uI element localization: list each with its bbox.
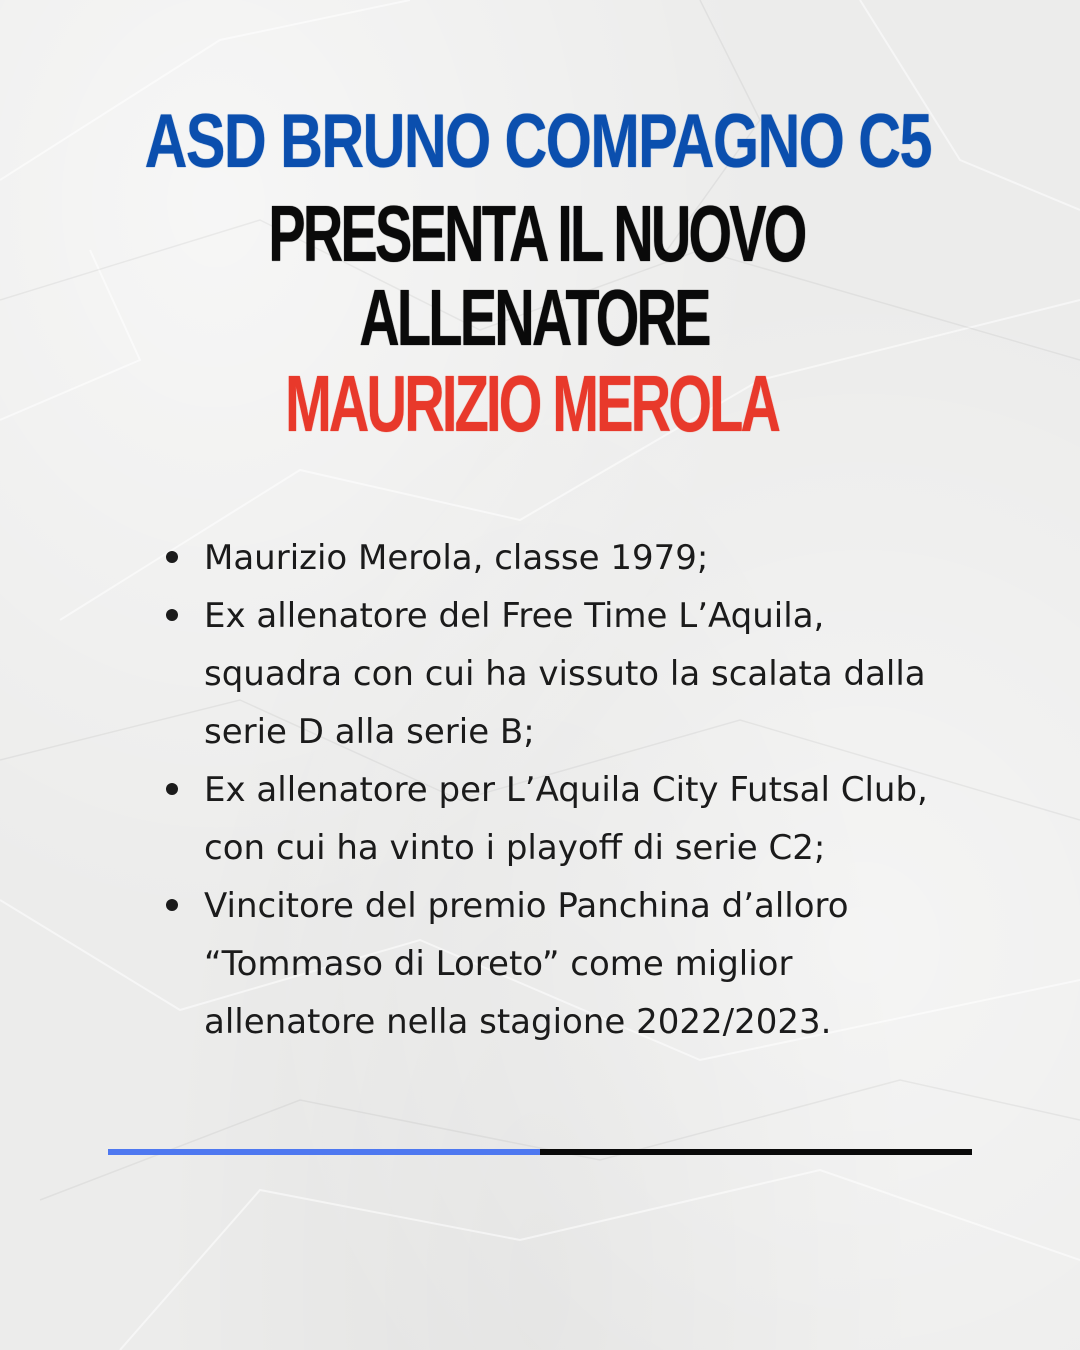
bullet-icon bbox=[166, 551, 178, 563]
bio-item-birth-year bbox=[166, 529, 946, 587]
bullet-icon bbox=[166, 609, 178, 621]
coach-name-heading: MAURIZIO MEROLA bbox=[285, 359, 779, 448]
bio-item-city-futsal bbox=[166, 761, 946, 877]
announcement-line-2: ALLENATORE bbox=[359, 273, 709, 362]
bio-item-award bbox=[166, 877, 946, 1051]
divider-blue-segment bbox=[108, 1149, 540, 1155]
bio-item-text: Maurizio Merola, classe 1979; bbox=[204, 538, 709, 578]
bio-item-text: Ex allenatore per L’Aquila City Futsal Club, con cui ha vinto i playoff di serie C2; bbox=[204, 770, 928, 868]
bullet-icon bbox=[166, 783, 178, 795]
bio-item-text: Ex allenatore del Free Time L’Aquila, squadra con cui ha vissuto la scalata dalla serie D alla serie B; bbox=[204, 596, 926, 752]
coach-bio-list bbox=[166, 529, 946, 1051]
bio-item-free-time bbox=[166, 587, 946, 761]
bio-item-text: Vincitore del premio Panchina d’alloro “Tommaso di Loreto” come miglior allenatore nella stagione 2022/2023. bbox=[204, 886, 849, 1042]
club-name-heading: ASD BRUNO COMPAGNO C5 bbox=[144, 99, 931, 184]
announcement-line-1: PRESENTA IL NUOVO bbox=[268, 189, 805, 278]
divider-black-segment bbox=[540, 1149, 972, 1155]
bullet-icon bbox=[166, 899, 178, 911]
